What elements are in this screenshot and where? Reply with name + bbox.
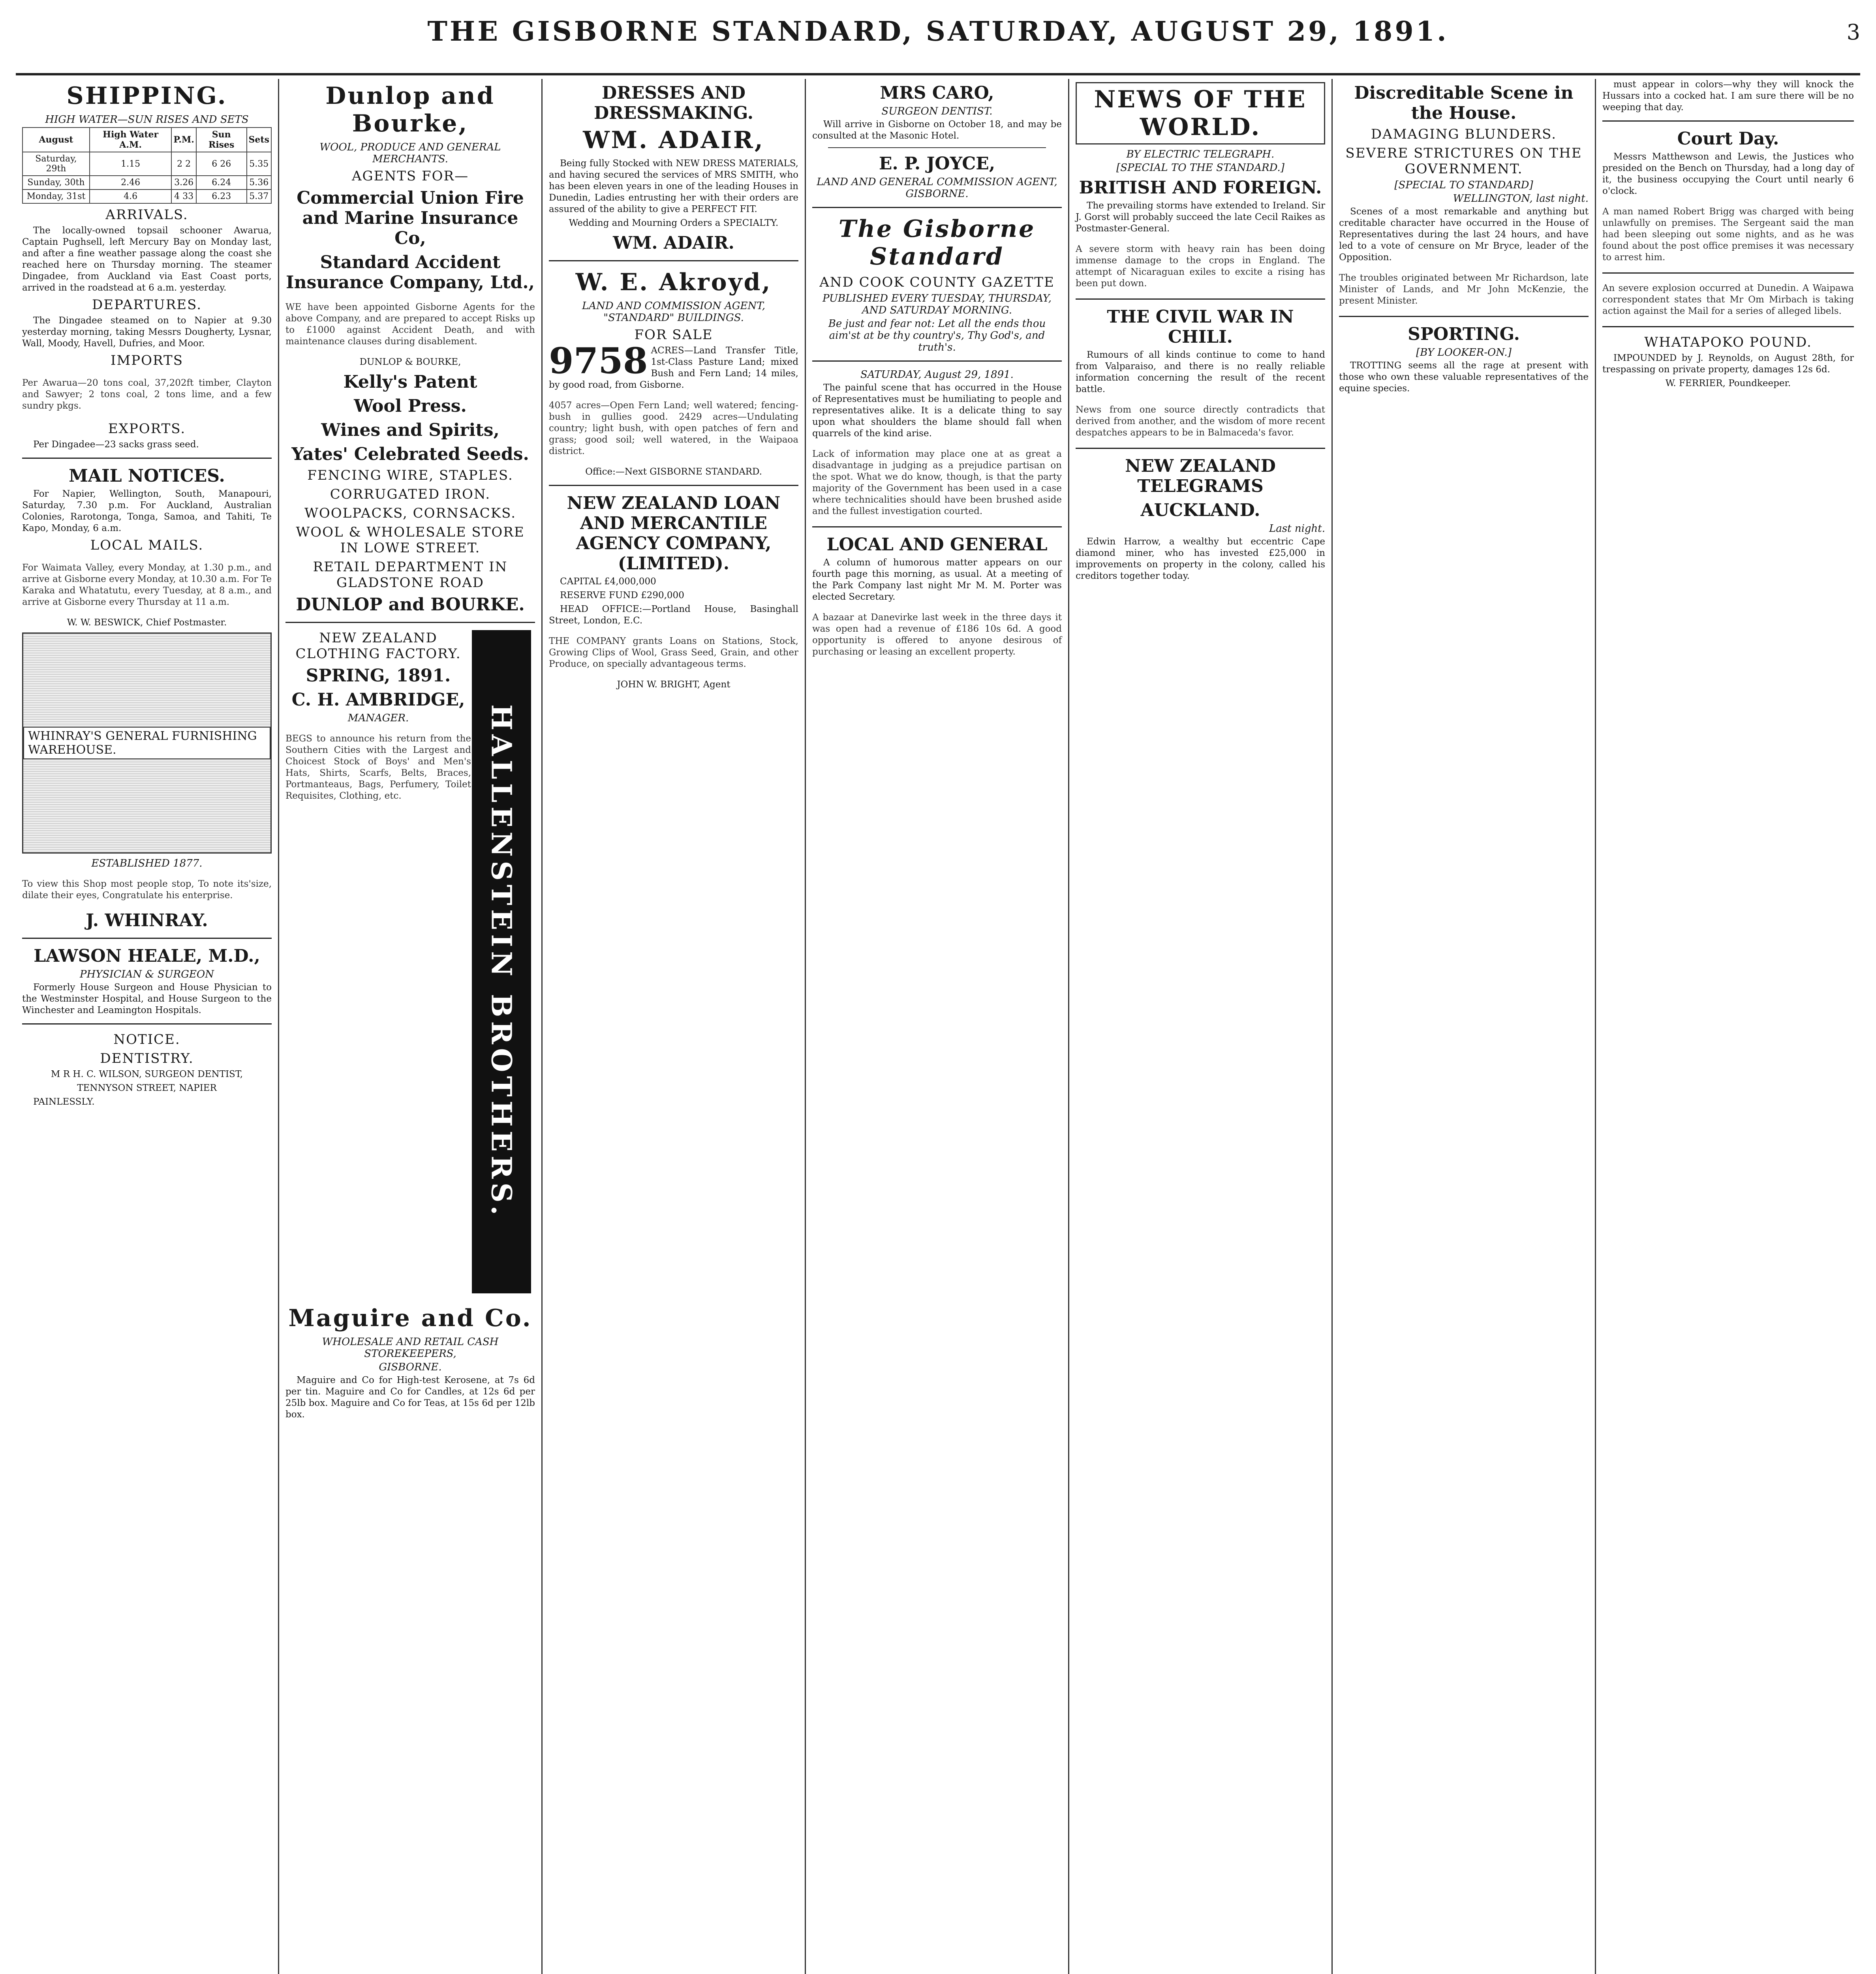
- yates-seeds: Yates' Celebrated Seeds.: [291, 444, 529, 464]
- auckland-heading: AUCKLAND.: [1140, 500, 1260, 520]
- column-2: [279, 79, 543, 1974]
- editorial-continued: Lack of information may place one at as great a disadvantage in judging as a prejudice partisan on the spot. What we do know, though, is that the party majority of the Government has been used in a case where technicalities should have been brushed aside and the fullest investigation courted.: [812, 449, 1062, 516]
- departures-heading: DEPARTURES.: [92, 297, 202, 313]
- divider: [812, 360, 1062, 362]
- imports-heading: IMPORTS: [111, 353, 183, 368]
- court-text: Messrs Matthewson and Lewis, the Justices who presided on the Bench on Thursday, had a long day of it, the business occupying the Court until nearly 6 o'clock.: [1602, 152, 1854, 196]
- agents-for: AGENTS FOR—: [351, 168, 469, 184]
- motto: Be just and fear not: Let all the ends thou aim'st at be thy country's, Thy God's, and truth's.: [828, 318, 1046, 353]
- mail-text: For Napier, Wellington, South, Manapouri, Saturday, 7.30 p.m. For Auckland, Australian Colonies, Rarotonga, Tonga, Samoa, and Tahiti, Te Kapo, Monday, 6 a.m.: [22, 489, 272, 533]
- tide-cell: 2 2: [171, 152, 196, 176]
- tide-cell: Monday, 31st: [23, 190, 90, 203]
- court-day-heading: Court Day.: [1677, 129, 1779, 149]
- office-location: Office:—Next GISBORNE STANDARD.: [585, 467, 762, 477]
- divider: [1076, 448, 1325, 449]
- chili-text: Rumours of all kinds continue to come to hand from Valparaiso, and there is no really reliable information concerning the result of the recent battle.: [1076, 350, 1325, 394]
- british-continued: A severe storm with heavy rain has been doing immense damage to the crops in England. The attempt of Nicaraguan exiles to excite a rising has been put down.: [1076, 244, 1325, 289]
- adair-text: Being fully Stocked with NEW DRESS MATERIALS, and having secured the services of MRS SMITH, who has been eleven years in one of the leading Houses in Dunedin, Ladies entrusting her with their orders are assured of the ability to give a PERFECT FIT.: [549, 158, 798, 214]
- manager-title: MANAGER.: [347, 712, 409, 724]
- fencing: FENCING WIRE, STAPLES.: [307, 467, 513, 483]
- electric-telegraph: BY ELECTRIC TELEGRAPH.: [1126, 148, 1275, 160]
- tide-cell: 1.15: [90, 152, 171, 176]
- adair-heading: WM. ADAIR,: [583, 126, 764, 154]
- column-5: [1069, 79, 1333, 1974]
- tide-row: [23, 152, 271, 176]
- chili-continued: News from one source directly contradicts that derived from another, and the wisdom of more recent despatches appears to be in Balmaceda's favor.: [1076, 405, 1325, 438]
- departures-text: The Dingadee steamed on to Napier at 9.30 yesterday morning, taking Messrs Dougherty, Lysnar, Wall, Moody, Havell, Dufries, and Moor.: [22, 315, 272, 349]
- divider: [812, 207, 1062, 208]
- wool-press: Wool Press.: [354, 396, 467, 416]
- divider: [549, 485, 798, 486]
- clothing-factory-ad: [285, 630, 535, 1301]
- special-to-standard: [SPECIAL TO THE STANDARD.]: [1116, 162, 1284, 174]
- auckland-text: Edwin Harrow, a wealthy but eccentric Cape diamond miner, who has invested £25,000 in improvements on property in the colony, called his creditors together today.: [1076, 537, 1325, 581]
- british-foreign-heading: BRITISH AND FOREIGN.: [1079, 178, 1322, 198]
- sale-listings: 4057 acres—Open Fern Land; well watered; fencing-bush in gullies good. 2429 acres—Undulating country; light bush, with open patches of fern and grass; good soil; well watered, in the Waipaoa district.: [549, 400, 798, 456]
- accident-company: Standard Accident Insurance Company, Ltd.,: [286, 252, 535, 293]
- maguire-heading: Maguire and Co.: [288, 1304, 532, 1332]
- lawson-text: Formerly House Surgeon and House Physician to the Westminster Hospital, and House Surgeon to the Winchester and Leamington Hospitals.: [22, 982, 272, 1015]
- local-general-continued: A bazaar at Danevirke last week in the three days it was open had a revenue of £186 10s 6d. A good opportunity is offered to anyone desirous of purchasing or leasing an excellent property.: [812, 612, 1062, 657]
- divider: [1602, 120, 1854, 122]
- ambridge-name: C. H. AMBRIDGE,: [291, 690, 465, 710]
- gisborne-label: GISBORNE.: [379, 1361, 442, 1373]
- dunlop-bourke-sig: DUNLOP and BOURKE.: [296, 595, 525, 615]
- tide-cell: 6 26: [196, 152, 247, 176]
- maguire-subheading: WHOLESALE AND RETAIL CASH STOREKEEPERS,: [322, 1336, 499, 1360]
- divider: [1602, 272, 1854, 274]
- tides-heading: HIGH WATER—SUN RISES AND SETS: [45, 114, 249, 126]
- dunlop-heading: Dunlop and Bourke,: [325, 82, 495, 137]
- caro-text: Will arrive in Gisborne on October 18, and may be consulted at the Masonic Hotel.: [812, 119, 1062, 141]
- caro-heading: MRS CARO,: [880, 83, 994, 103]
- divider: [828, 147, 1046, 148]
- capital-amount: CAPITAL £4,000,000: [560, 576, 656, 587]
- divider: [22, 458, 272, 459]
- nz-clothing-factory: NEW ZEALAND CLOTHING FACTORY.: [295, 630, 461, 662]
- last-night: Last night.: [1269, 523, 1325, 535]
- column-7: [1596, 79, 1860, 1974]
- loan-text: THE COMPANY grants Loans on Stations, Stock, Growing Clips of Wool, Grass Seed, Grain, and other Produce, on specially advantageous terms.: [549, 636, 798, 669]
- maguire-text: Maguire and Co for High-test Kerosene, at 7s 6d per tin. Maguire and Co for Candles, at 12s 6d per 25lb box. Maguire and Co for Teas, at 15s 6d per 12lb box.: [285, 1375, 535, 1420]
- wellington-dateline: WELLINGTON, last night.: [1453, 193, 1589, 205]
- local-general-text: A column of humorous matter appears on our fourth page this morning, as usual. At a meeting of the Park Company last night Mr M. M. Porter was elected Secretary.: [812, 557, 1062, 602]
- imports-text: Per Awarua—20 tons coal, 37,202ft timber, Clayton and Sawyer; 2 tons coal, 2 tons lime, and a few sundry pkgs.: [22, 378, 272, 411]
- exports-text: Per Dingadee—23 sacks grass seed.: [33, 439, 199, 450]
- insurance-company: Commercial Union Fire and Marine Insurance Co,: [297, 188, 524, 248]
- postmaster: W. W. BESWICK, Chief Postmaster.: [67, 617, 227, 628]
- akroyd-subheading: LAND AND COMMISSION AGENT, "STANDARD" BUILDINGS.: [582, 300, 766, 324]
- dunlop-signature: DUNLOP & BOURKE,: [359, 357, 461, 367]
- editorial-text: The painful scene that has occurred in the House of Representatives must be humiliating to people and representatives alike. It is a delicate thing to say upon what shoulders the blame should fall when quarrels of the kind arise.: [812, 383, 1062, 439]
- divider: [1602, 326, 1854, 327]
- severe-strictures: SEVERE STRICTURES ON THE GOVERNMENT.: [1345, 145, 1582, 177]
- misc-news: An severe explosion occurred at Dunedin. A Waipawa correspondent states that Mr Om Mirbach is taking action against the Mail for a series of alleged libels.: [1602, 283, 1854, 316]
- local-mails-heading: LOCAL MAILS.: [90, 537, 204, 553]
- damaging-blunders: DAMAGING BLUNDERS.: [1371, 126, 1557, 142]
- corrugated-iron: CORRUGATED IRON.: [330, 486, 491, 502]
- masthead: [0, 16, 1876, 75]
- lawson-subheading: PHYSICIAN & SURGEON: [80, 968, 214, 980]
- whinray-established: ESTABLISHED 1877.: [91, 858, 203, 869]
- illustration-caption: WHINRAY'S GENERAL FURNISHING WAREHOUSE.: [23, 727, 270, 759]
- divider: [22, 938, 272, 939]
- divider: [22, 1023, 272, 1025]
- kellys-patent: Kelly's Patent: [343, 372, 477, 392]
- tide-table: [22, 127, 272, 204]
- local-mails-text: For Waimata Valley, every Monday, at 1.30 p.m., and arrive at Gisborne every Monday, at 10.30 a.m. For Te Karaka and Whatatutu, every Tuesday, at 8 a.m., and arrive at Gisborne every Thursday at 11 a.m.: [22, 563, 272, 607]
- tide-cell: 5.37: [247, 190, 271, 203]
- masthead-rule: [16, 73, 1860, 75]
- column-6: [1333, 79, 1596, 1974]
- notice-heading: NOTICE.: [113, 1032, 180, 1047]
- whatapoko-heading: WHATAPOKO POUND.: [1644, 334, 1812, 350]
- tide-cell: 4.6: [90, 190, 171, 203]
- mail-heading: MAIL NOTICES.: [69, 466, 225, 486]
- divider: [812, 526, 1062, 527]
- lawson-heading: LAWSON HEALE, M.D.,: [34, 946, 260, 966]
- dentist-name: M R H. C. WILSON, SURGEON DENTIST,: [51, 1069, 243, 1079]
- newspaper-title: THE GISBORNE STANDARD, SATURDAY, AUGUST 29, 1891.: [427, 16, 1449, 47]
- discreditable-continued: The troubles originated between Mr Richardson, late Minister of Lands, and Mr John McKenzie, the present Minister.: [1339, 273, 1589, 306]
- tide-column-header: High Water A.M.: [90, 128, 171, 152]
- divider: [285, 622, 535, 623]
- woolpacks: WOOLPACKS, CORNSACKS.: [304, 505, 516, 521]
- painlessly: PAINLESSLY.: [33, 1097, 95, 1107]
- publish-schedule: PUBLISHED EVERY TUESDAY, THURSDAY, AND SATURDAY MORNING.: [822, 293, 1052, 316]
- poundkeeper-signature: W. FERRIER, Poundkeeper.: [1665, 378, 1791, 388]
- tide-row: [23, 190, 271, 203]
- nz-telegrams-heading: NEW ZEALAND TELEGRAMS: [1125, 456, 1276, 496]
- arrivals-heading: ARRIVALS.: [105, 207, 188, 223]
- divider: [1076, 298, 1325, 300]
- for-sale: FOR SALE: [634, 327, 713, 343]
- sporting-byline: [BY LOOKER-ON.]: [1416, 347, 1512, 358]
- sale-acreage: 9758: [549, 340, 648, 382]
- exports-heading: EXPORTS.: [108, 421, 186, 437]
- dresses-heading: DRESSES AND DRESSMAKING.: [593, 83, 754, 123]
- joyce-subheading: LAND AND GENERAL COMMISSION AGENT, GISBORNE.: [817, 176, 1057, 200]
- tide-cell: 5.35: [247, 152, 271, 176]
- discreditable-text: Scenes of a most remarkable and anything but creditable character have occurred in the House of Representatives during the last 24 hours, and have led to a vote of censure on Mr Bryce, leader of the Opposition.: [1339, 206, 1589, 263]
- retail-dept: RETAIL DEPARTMENT IN GLADSTONE ROAD: [313, 559, 508, 591]
- arrivals-text: The locally-owned topsail schooner Awarua, Captain Pughsell, left Mercury Bay on Monday last, and after a fine weather passage along the coast she reached here on Thursday morning. The steamer Dingadee, from Auckland via East Coast ports, arrived in the roadstead at 6 a.m. yesterday.: [22, 225, 272, 293]
- tide-column-header: P.M.: [171, 128, 196, 152]
- page-number: 3: [1846, 20, 1860, 45]
- special-to-standard-2: [SPECIAL TO STANDARD]: [1394, 179, 1533, 191]
- paper-subtitle: AND COOK COUNTY GAZETTE: [819, 274, 1055, 290]
- divider: [1339, 316, 1589, 317]
- dentist-address: TENNYSON STREET, NAPIER: [77, 1083, 217, 1093]
- dateline: SATURDAY, August 29, 1891.: [860, 369, 1014, 381]
- sporting-text: TROTTING seems all the rage at present with those who own these valuable representatives of the equine species.: [1339, 360, 1589, 394]
- local-general-heading: LOCAL AND GENERAL: [826, 535, 1048, 555]
- joyce-heading: E. P. JOYCE,: [879, 154, 995, 174]
- tide-column-header: August: [23, 128, 90, 152]
- tide-row: [23, 176, 271, 190]
- hallenstein-vertical-banner: HALLENSTEIN BROTHERS.: [472, 630, 531, 1293]
- bright-signature: JOHN W. BRIGHT, Agent: [617, 679, 730, 690]
- whinray-text: To view this Shop most people stop, To note its'size, dilate their eyes, Congratulate his enterprise.: [22, 879, 272, 901]
- court-continued: A man named Robert Brigg was charged with being unlawfully on premises. The Sergeant said the man had been sleeping out some nights, and as he was found about the post office premises it was necessary to arrest him.: [1602, 206, 1854, 263]
- head-office: HEAD OFFICE:—Portland House, Basinghall Street, London, E.C.: [549, 604, 798, 626]
- dentistry-heading: DENTISTRY.: [100, 1051, 194, 1066]
- tide-column-header: Sets: [247, 128, 271, 152]
- column-3: [543, 79, 806, 1974]
- british-text: The prevailing storms have extended to Ireland. Sir J. Gorst will probably succeed the late Cecil Raikes as Postmaster-General.: [1076, 201, 1325, 234]
- dunlop-subheading: WOOL, PRODUCE AND GENERAL MERCHANTS.: [319, 141, 501, 165]
- adair-signature: WM. ADAIR.: [613, 233, 734, 253]
- tide-cell: Sunday, 30th: [23, 176, 90, 190]
- tide-cell: 4 33: [171, 190, 196, 203]
- dunlop-text: WE have been appointed Gisborne Agents for the above Company, and are prepared to accept Risks up to £1000 against Accident Death, and with maintenance clauses during disablement.: [285, 302, 535, 347]
- wines-spirits: Wines and Spirits,: [321, 420, 500, 440]
- tide-cell: 3.26: [171, 176, 196, 190]
- reserve-amount: RESERVE FUND £290,000: [560, 590, 684, 600]
- ambridge-text: BEGS to announce his return from the Southern Cities with the Largest and Choicest Stock of Boys' and Men's Hats, Shirts, Scarfs, Belts, Braces, Portmanteaus, Bags, Perfumery, Toilet Requisites, Clothing, etc.: [285, 734, 471, 801]
- chili-heading: THE CIVIL WAR IN CHILI.: [1107, 307, 1294, 347]
- continued-text: must appear in colors—why they will knock the Hussars into a cocked hat. I am sure there will be no weeping that day.: [1602, 79, 1854, 113]
- columns: [16, 79, 1860, 1974]
- tide-cell: 5.36: [247, 176, 271, 190]
- sale-text: ACRES—Land Transfer Title, 1st-Class Pasture Land; mixed Bush and Fern Land; 14 miles, by good road, from Gisborne.: [549, 345, 798, 390]
- impounded-text: IMPOUNDED by J. Reynolds, on August 28th, for trespassing on private property, damages 12s 6d.: [1602, 353, 1854, 375]
- tide-column-header: Sun Rises: [196, 128, 247, 152]
- wedding-orders: Wedding and Mourning Orders a SPECIALTY.: [569, 218, 779, 228]
- column-4: [806, 79, 1069, 1974]
- akroyd-heading: W. E. Akroyd,: [575, 268, 772, 296]
- nz-loan-heading: NEW ZEALAND LOAN AND MERCANTILE AGENCY COMPANY, (LIMITED).: [567, 493, 781, 574]
- tide-cell: 6.24: [196, 176, 247, 190]
- wool-store: WOOL & WHOLESALE STORE IN LOWE STREET.: [296, 524, 525, 556]
- tide-cell: Saturday, 29th: [23, 152, 90, 176]
- discreditable-heading: Discreditable Scene in the House.: [1354, 83, 1574, 123]
- spring-season: SPRING, 1891.: [306, 666, 451, 686]
- warehouse-illustration: [22, 632, 272, 854]
- news-world-heading: NEWS OF THE WORLD.: [1076, 82, 1325, 144]
- column-1: [16, 79, 279, 1974]
- paper-title: The Gisborne Standard: [838, 215, 1036, 270]
- tide-cell: 2.46: [90, 176, 171, 190]
- whinray-signature: J. WHINRAY.: [86, 910, 208, 931]
- sporting-heading: SPORTING.: [1408, 324, 1520, 344]
- shipping-heading: SHIPPING.: [66, 82, 227, 110]
- divider: [549, 260, 798, 261]
- tide-cell: 6.23: [196, 190, 247, 203]
- caro-subheading: SURGEON DENTIST.: [881, 105, 993, 117]
